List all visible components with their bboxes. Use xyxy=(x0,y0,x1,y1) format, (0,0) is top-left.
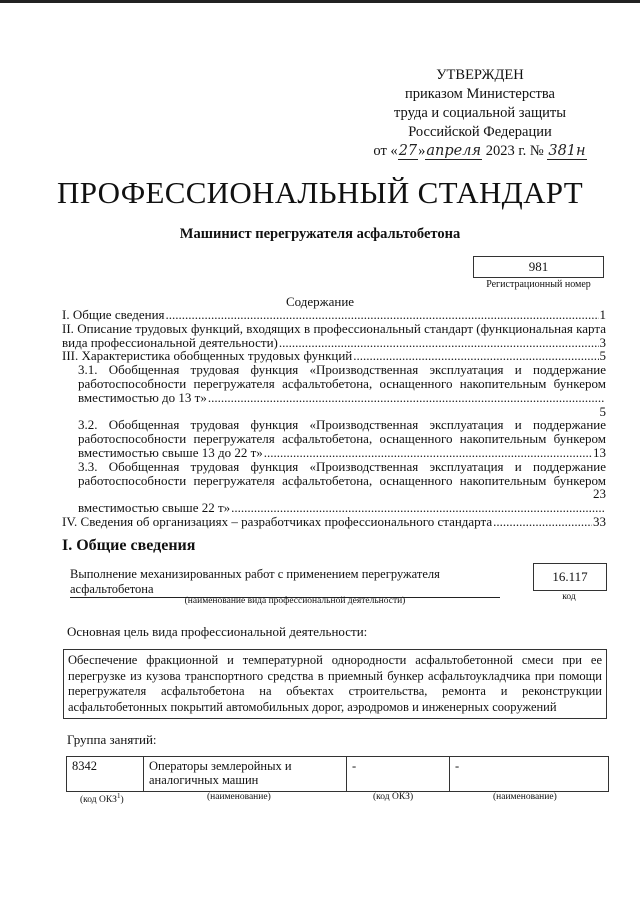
toc-item[interactable]: вместимостью до 13 т» ..... xyxy=(62,391,606,405)
order-number: 381н xyxy=(548,143,586,159)
group-code-cell: 8342 xyxy=(67,757,144,792)
document-subtitle: Машинист перегружателя асфальтобетона xyxy=(179,226,461,242)
activity-name: Выполнение механизированных работ с применением перегружателя асфальтобетона xyxy=(70,567,500,598)
group-caption-name: (наименование) xyxy=(207,792,271,802)
toc-item-text[interactable]: 3.2. Обобщенная трудовая функция «Производственная эксплуатация и поддержание xyxy=(78,417,606,433)
toc-page: 5 xyxy=(599,403,606,419)
toc-item-text[interactable]: работоспособности перегружателя асфальтобетона, оснащенного накопительным бункером xyxy=(78,431,606,447)
toc-item-text[interactable]: работоспособности перегружателя асфальтобетона, оснащенного накопительным бункером xyxy=(78,472,606,488)
goal-heading: Основная цель вида профессиональной деятельности: xyxy=(67,624,368,639)
approval-date-line xyxy=(360,142,600,161)
approval-line-2: приказом Министерства xyxy=(405,86,555,102)
date-day: 27 xyxy=(398,143,418,159)
occupation-group-table xyxy=(66,756,609,792)
group-caption-name: (наименование) xyxy=(493,792,557,802)
section-heading: I. Общие сведения xyxy=(62,537,196,554)
date-mid: » xyxy=(418,143,426,159)
registration-number-label: Регистрационный номер xyxy=(486,279,591,290)
toc-item[interactable]: III. Характеристика обобщенных трудовых функций ..... 5 xyxy=(62,349,606,363)
toc-item[interactable]: I. Общие сведения ..... 1 xyxy=(62,308,606,322)
toc-item-text[interactable]: 3.3. Обобщенная трудовая функция «Производственная эксплуатация и поддержание xyxy=(78,458,606,474)
toc-item[interactable]: IV. Сведения об организациях – разработчиках профессионального стандарта ..... 33 xyxy=(62,515,606,529)
group-caption-code: (код ОКЗ) xyxy=(373,792,414,802)
date-month: апреля xyxy=(426,143,482,159)
toc-item-text[interactable]: работоспособности перегружателя асфальтобетона, оснащенного накопительным бункером xyxy=(78,375,606,391)
approval-line-4: Российской Федерации xyxy=(408,124,552,140)
activity-caption: (наименование вида профессиональной деятельности) xyxy=(184,596,406,606)
toc-item[interactable]: вместимостью свыше 13 до 22 т» ..... 13 xyxy=(62,446,606,460)
approval-block xyxy=(360,66,600,161)
goal-box: Обеспечение фракционной и температурной однородности асфальтобетонной смеси при ее перегрузке из кузова транспортного средства в приемный бункер асфальтоукладчика при помощи перегружателя асфальтобетона на объектах строительства, ремонта и реконструкции асфальтобетонных покрытий автомобильных дорог, аэродромов и инженерных сооружений xyxy=(63,649,607,719)
registration-number-box: 981 xyxy=(473,256,604,278)
group-caption-code: (код ОКЗ$^1$) xyxy=(80,792,124,806)
toc-page: 23 xyxy=(593,486,606,502)
activity-code-box: 16.117 xyxy=(533,563,607,591)
toc-item[interactable]: вида профессиональной деятельности) ..... 3 xyxy=(62,336,606,350)
toc-item-text[interactable]: 3.1. Обобщенная трудовая функция «Производственная эксплуатация и поддержание xyxy=(78,362,606,378)
group-code-cell: - xyxy=(347,757,450,792)
scan-edge xyxy=(0,0,640,3)
contents-heading: Содержание xyxy=(285,294,355,309)
table-row xyxy=(67,757,609,792)
toc-item[interactable]: вместимостью свыше 22 т» ..... xyxy=(62,501,606,515)
approval-line-1: УТВЕРЖДЕН xyxy=(436,67,524,83)
group-heading: Группа занятий: xyxy=(67,732,157,747)
table-of-contents xyxy=(62,308,606,529)
approval-line-3: труда и социальной защиты xyxy=(394,105,566,121)
group-name-cell: - xyxy=(450,757,609,792)
activity-code-caption: код xyxy=(562,592,576,602)
date-year: 2023 г. № xyxy=(482,143,548,159)
date-prefix: от « xyxy=(373,143,398,159)
group-name-cell: Операторы землеройных и аналогичных машин xyxy=(144,757,347,792)
toc-item-text[interactable]: II. Описание трудовых функций, входящих в профессиональный стандарт (функциональная карта xyxy=(62,320,606,336)
document-title: ПРОФЕССИОНАЛЬНЫЙ СТАНДАРТ xyxy=(57,175,583,210)
